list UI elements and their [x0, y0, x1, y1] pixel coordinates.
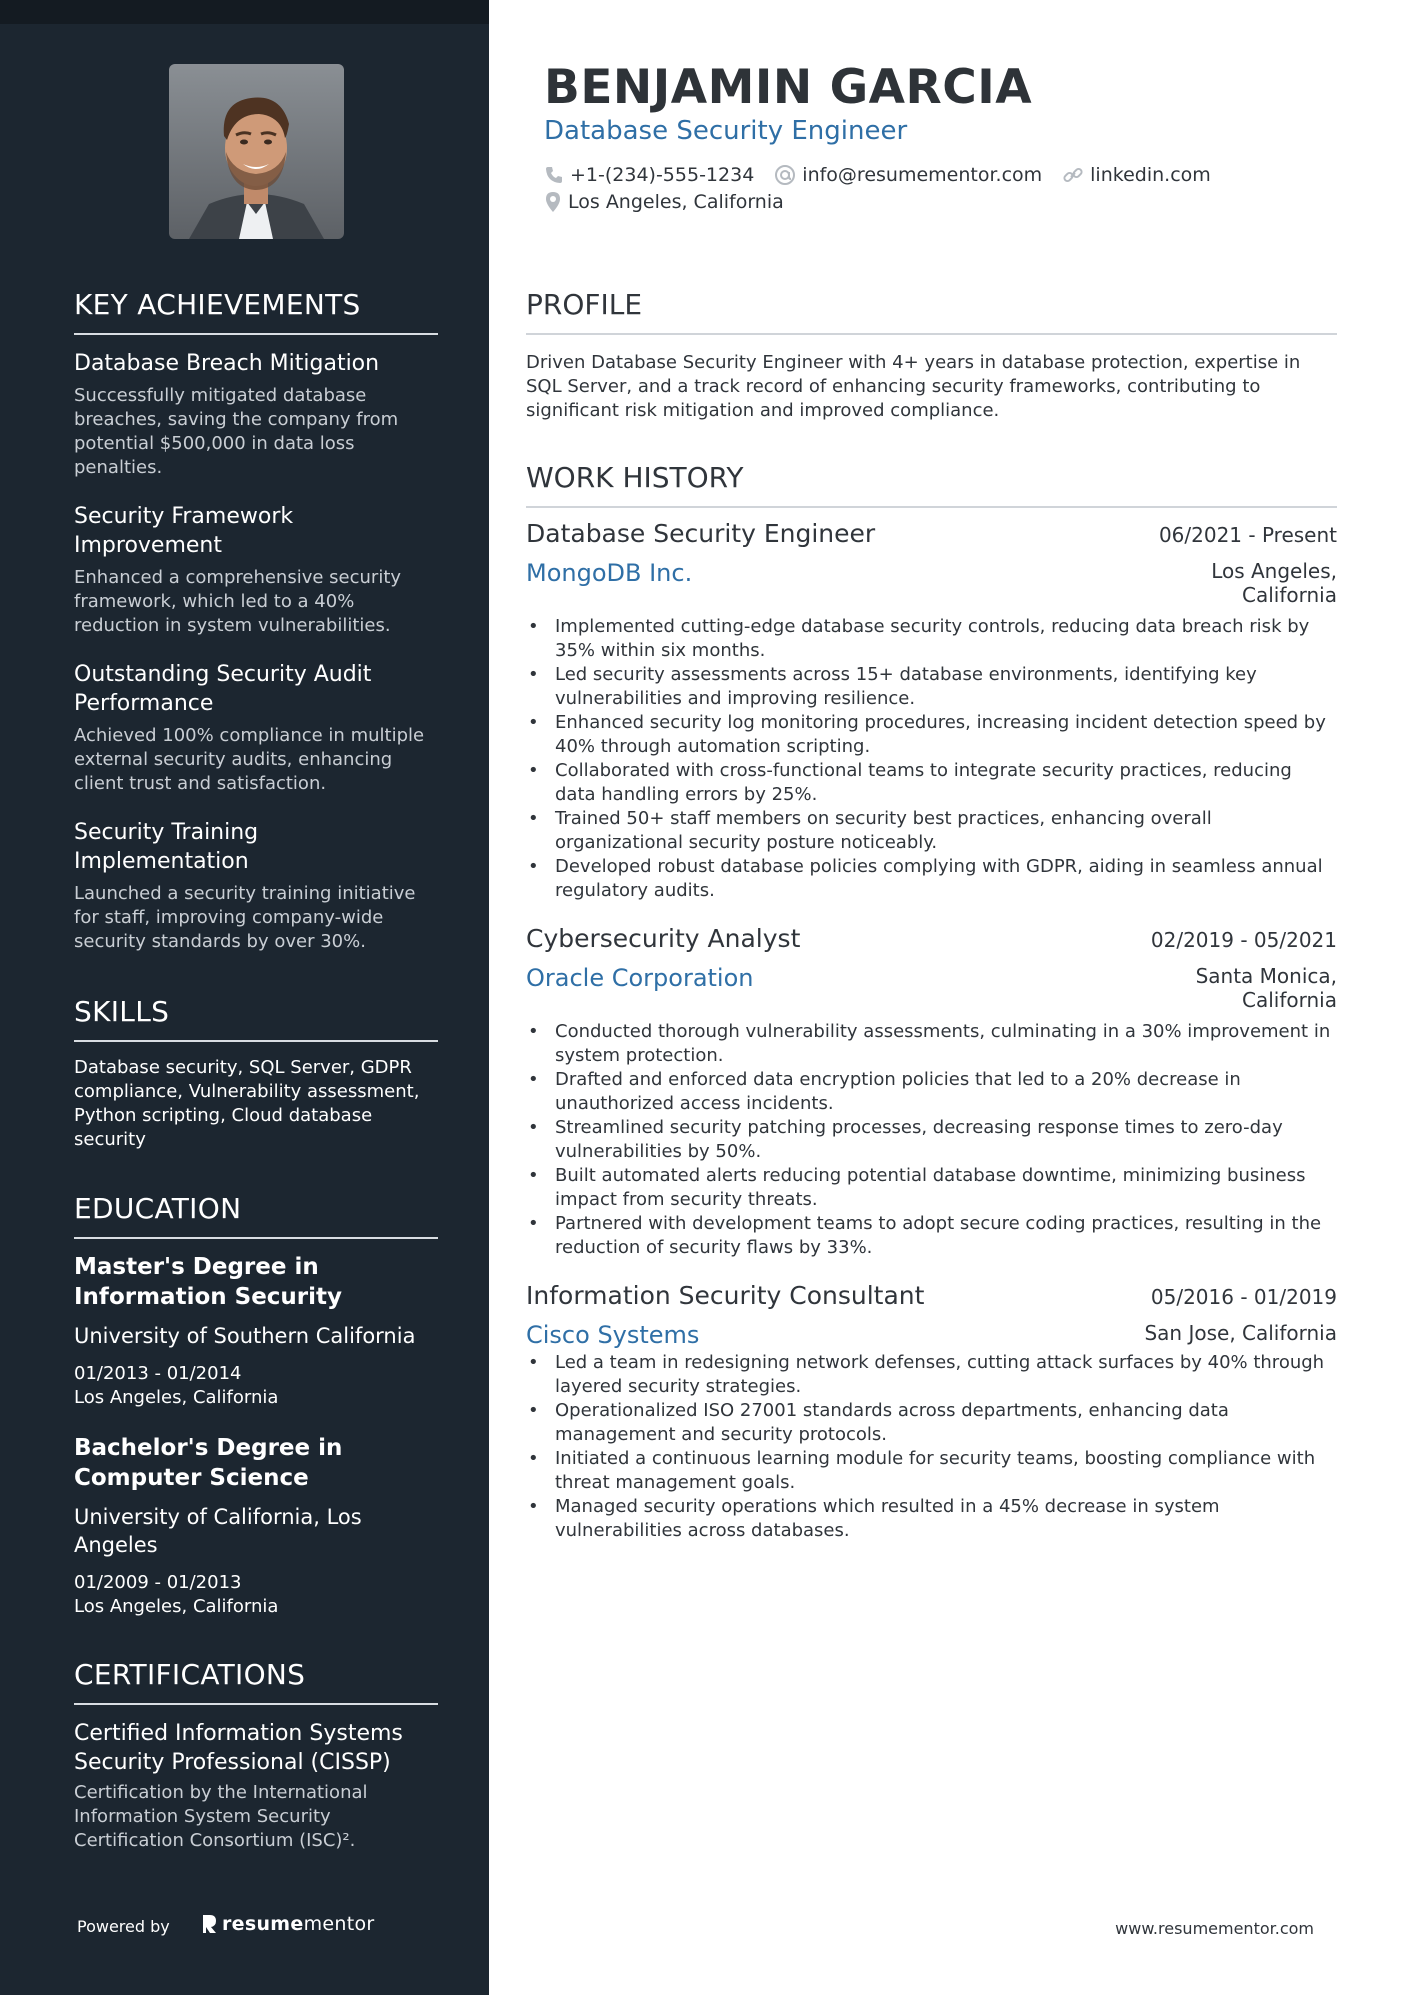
- job-dates: 05/2016 - 01/2019: [1150, 1285, 1337, 1309]
- job-entry: [526, 519, 1337, 903]
- list-item: • Developed robust database policies complying with GDPR, aiding in seamless annual regulatory audits.: [526, 855, 1337, 903]
- achievements-heading: KEY ACHIEVEMENTS: [74, 288, 438, 335]
- contact-email[interactable]: [774, 164, 1042, 186]
- email-at-icon: [774, 164, 796, 186]
- achievement-item: [74, 502, 438, 638]
- profile-photo: [169, 64, 344, 239]
- achievement-title: Security Framework Improvement: [74, 504, 294, 558]
- job-bullets: [526, 1351, 1337, 1543]
- company-name: MongoDB Inc.: [526, 559, 693, 587]
- achievement-title: Outstanding Security Audit Performance: [74, 662, 372, 716]
- education-item: [74, 1433, 438, 1619]
- list-item: • Built automated alerts reducing potential database downtime, minimizing business impact from security threats.: [526, 1164, 1337, 1212]
- location-text: Los Angeles, California: [568, 191, 784, 213]
- list-item: • Collaborated with cross-functional teams to integrate security practices, reducing data handling errors by 25%.: [526, 759, 1337, 807]
- achievement-desc: Successfully mitigated database breaches, saving the company from potential $500,000 in data loss penalties.: [74, 385, 399, 478]
- achievement-desc: Achieved 100% compliance in multiple external security audits, enhancing client trust and satisfaction.: [74, 725, 425, 794]
- email-text: info@resumementor.com: [802, 164, 1043, 186]
- education-school: University of California, Los Angeles: [74, 1505, 362, 1557]
- list-item: • Enhanced security log monitoring procedures, increasing incident detection speed by 40% through automation scripting.: [526, 711, 1337, 759]
- job-entry: [526, 1281, 1337, 1543]
- job-title: Information Security Consultant: [526, 1281, 925, 1310]
- website-link[interactable]: www.resumementor.com: [1115, 1919, 1314, 1938]
- list-item: • Managed security operations which resulted in a 45% decrease in system vulnerabilities across databases.: [526, 1495, 1337, 1543]
- list-item: • Implemented cutting-edge database security controls, reducing data breach risk by 35% within six months.: [526, 615, 1337, 663]
- job-location: San Jose, California: [1144, 1321, 1337, 1345]
- list-item: • Led a team in redesigning network defenses, cutting attack surfaces by 40% through layered security strategies.: [526, 1351, 1337, 1399]
- contact-location: [544, 191, 784, 213]
- phone-icon: [544, 165, 564, 185]
- job-dates: 02/2019 - 05/2021: [1150, 928, 1337, 952]
- education-location: Los Angeles, California: [74, 1596, 279, 1617]
- skills-list: [74, 1056, 438, 1152]
- job-bullets: [526, 1020, 1337, 1260]
- brand-name-bold: resume: [222, 1913, 304, 1935]
- achievement-title: Security Training Implementation: [74, 820, 259, 874]
- job-title: Cybersecurity Analyst: [526, 924, 801, 953]
- contact-phone[interactable]: [544, 164, 754, 186]
- linkedin-text: linkedin.com: [1090, 164, 1211, 186]
- education-degree: Bachelor's Degree in Computer Science: [74, 1435, 343, 1491]
- skills-heading: SKILLS: [74, 995, 438, 1042]
- education-degree: Master's Degree in Information Security: [74, 1254, 343, 1310]
- education-location: Los Angeles, California: [74, 1387, 279, 1408]
- contact-row: [544, 164, 1231, 186]
- job-location: Santa Monica, California: [1195, 964, 1337, 1012]
- certification-title: Certified Information Systems Security Professional (CISSP): [74, 1721, 403, 1775]
- certification-desc: Certification by the International Information System Security Certification Consortium (ISC)².: [74, 1782, 368, 1851]
- list-item: • Streamlined security patching processes, decreasing response times to zero-day vulnerabilities by 50%.: [526, 1116, 1337, 1164]
- powered-by-label: Powered by: [77, 1917, 170, 1936]
- location-pin-icon: [544, 191, 562, 213]
- company-name: Cisco Systems: [526, 1321, 700, 1349]
- phone-text: +1-(234)-555-1234: [570, 164, 755, 186]
- achievement-desc: Launched a security training initiative for staff, improving company-wide security standards by over 30%.: [74, 883, 416, 952]
- achievement-desc: Enhanced a comprehensive security framework, which led to a 40% reduction in system vulnerabilities.: [74, 567, 402, 636]
- candidate-name: BENJAMIN GARCIA: [544, 60, 1033, 115]
- job-title: Database Security Engineer: [526, 519, 876, 548]
- job-entry: [526, 924, 1337, 1260]
- achievement-title: Database Breach Mitigation: [74, 351, 380, 376]
- profile-summary: Driven Database Security Engineer with 4+ years in database protection, expertise in SQL Server, and a track record of enhancing security frameworks, contributing to significant risk mitigation and improved compliance.: [526, 352, 1301, 421]
- company-name: Oracle Corporation: [526, 964, 754, 992]
- work-history-heading: WORK HISTORY: [526, 461, 1337, 508]
- list-item: • Initiated a continuous learning module for security teams, boosting compliance with threat management goals.: [526, 1447, 1337, 1495]
- sidebar: [0, 0, 489, 1995]
- contact-row-location: [544, 191, 804, 213]
- job-dates: 06/2021 - Present: [1158, 523, 1337, 547]
- job-bullets: [526, 615, 1337, 903]
- certifications-heading: CERTIFICATIONS: [74, 1658, 438, 1705]
- list-item: • Led security assessments across 15+ database environments, identifying key vulnerabilities and improving resilience.: [526, 663, 1337, 711]
- education-item: [74, 1252, 438, 1410]
- profile-heading: PROFILE: [526, 288, 1337, 335]
- sidebar-top-bar: [0, 0, 489, 24]
- list-item: • Trained 50+ staff members on security best practices, enhancing overall organizational security posture noticeably.: [526, 807, 1337, 855]
- achievement-item: [74, 349, 438, 480]
- list-item: • Operationalized ISO 27001 standards across departments, enhancing data management and security protocols.: [526, 1399, 1337, 1447]
- contact-linkedin[interactable]: [1062, 164, 1211, 186]
- skills-text: Database security, SQL Server, GDPR compliance, Vulnerability assessment, Python scripting, Cloud database security: [74, 1057, 420, 1150]
- resumementor-logo-icon: [200, 1913, 218, 1935]
- link-icon: [1062, 164, 1084, 186]
- candidate-role: Database Security Engineer: [544, 116, 908, 146]
- certification-item: [74, 1719, 438, 1853]
- profile-photo-image: [169, 64, 344, 239]
- achievement-item: [74, 818, 438, 954]
- education-heading: EDUCATION: [74, 1192, 438, 1239]
- brand-name-light: mentor: [303, 1913, 375, 1935]
- list-item: • Drafted and enforced data encryption policies that led to a 20% decrease in unauthorized access incidents.: [526, 1068, 1337, 1116]
- list-item: • Partnered with development teams to adopt secure coding practices, resulting in the reduction of security flaws by 33%.: [526, 1212, 1337, 1260]
- education-dates: 01/2009 - 01/2013: [74, 1572, 242, 1593]
- education-dates: 01/2013 - 01/2014: [74, 1363, 242, 1384]
- list-item: • Conducted thorough vulnerability assessments, culminating in a 30% improvement in system protection.: [526, 1020, 1337, 1068]
- brand-logo[interactable]: [200, 1913, 375, 1935]
- education-school: University of Southern California: [74, 1324, 416, 1348]
- achievement-item: [74, 660, 438, 796]
- job-location: Los Angeles, California: [1211, 559, 1337, 607]
